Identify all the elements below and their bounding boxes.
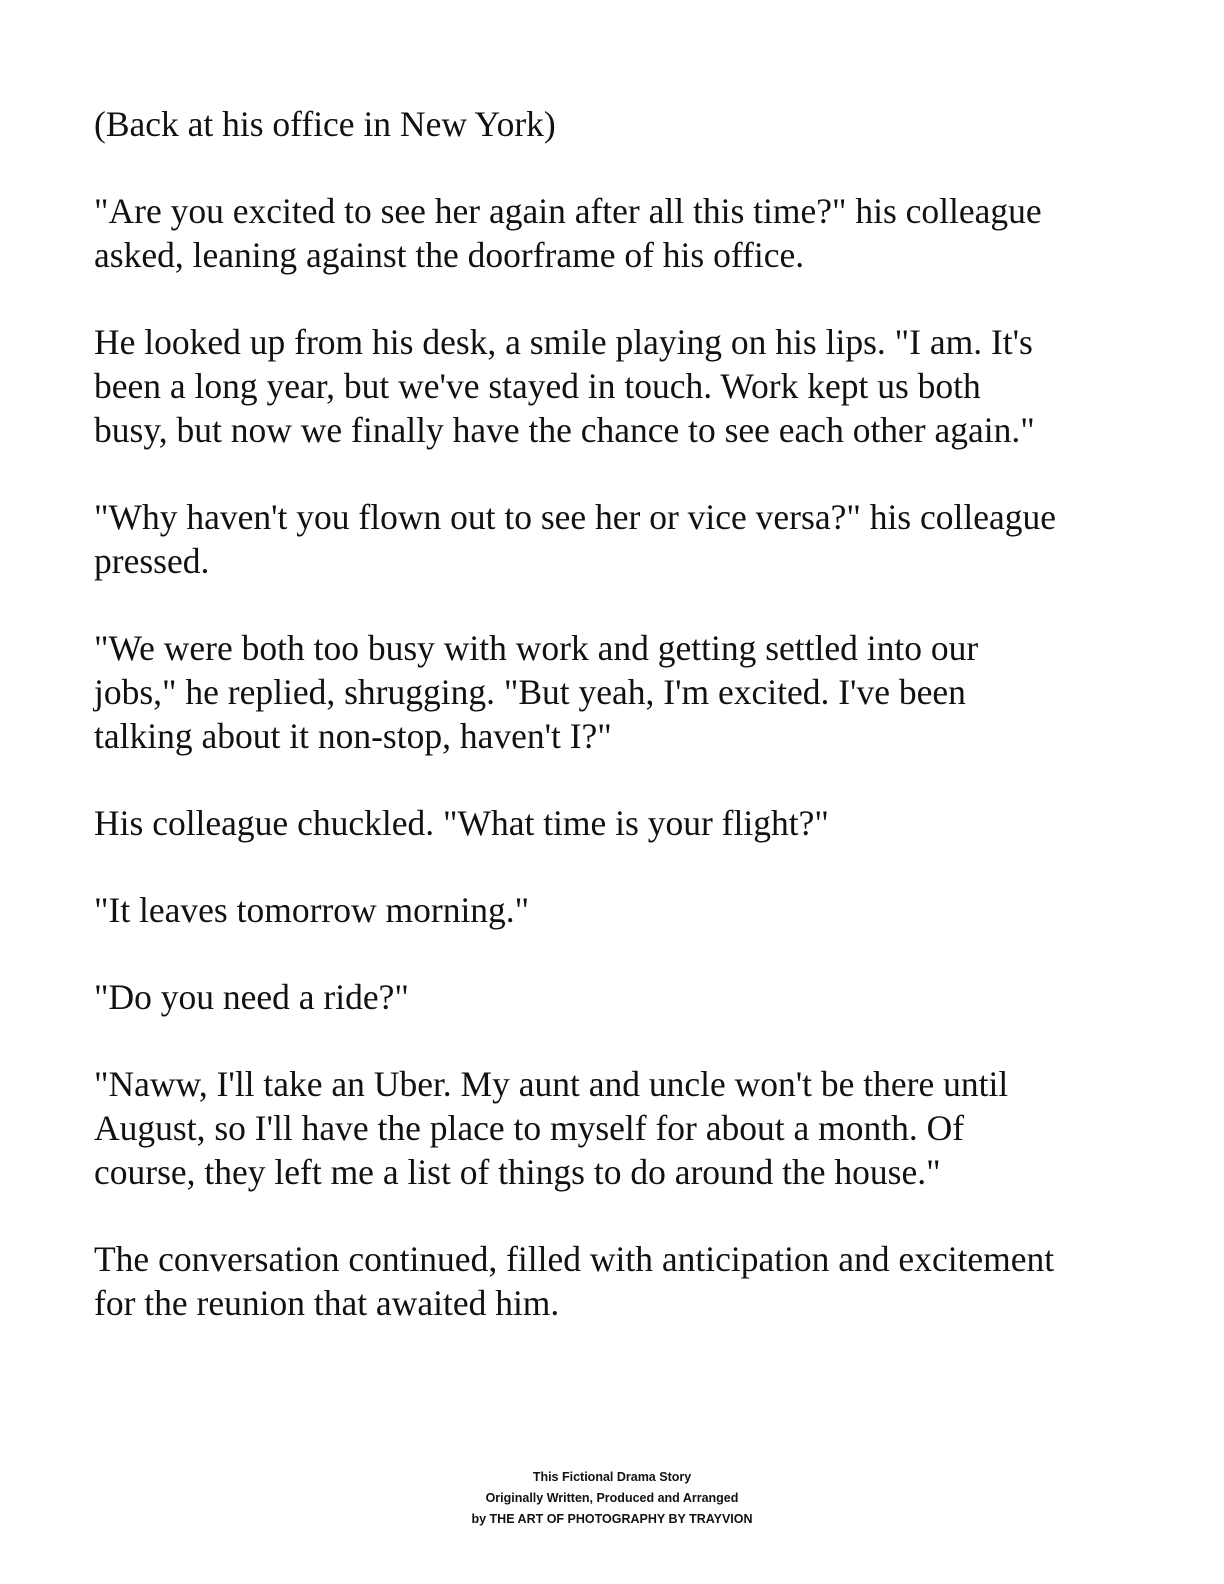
paragraph: "It leaves tomorrow morning." <box>94 890 530 930</box>
paragraph: He looked up from his desk, a smile playing on his lips. "I am. It's been a long year, but we've stayed in touch. Work kept us both busy, but now we finally have the chance to see each other again." <box>94 322 1035 450</box>
paragraph-scene-heading: (Back at his office in New York) <box>94 104 556 144</box>
paragraph: "Why haven't you flown out to see her or vice versa?" his colleague pressed. <box>94 497 1057 581</box>
footer-credits <box>0 1467 1224 1530</box>
paragraph: "Do you need a ride?" <box>94 977 409 1017</box>
paragraph: "We were both too busy with work and getting settled into our jobs," he replied, shrugging. "But yeah, I'm excited. I've been talking about it non-stop, haven't I?" <box>94 628 979 756</box>
paragraph: His colleague chuckled. "What time is your flight?" <box>94 803 829 843</box>
footer-line-author: by THE ART OF PHOTOGRAPHY BY TRAYVION <box>471 1512 753 1526</box>
footer-line-story-type: This Fictional Drama Story <box>532 1470 692 1484</box>
footer-line-origin: Originally Written, Produced and Arranged <box>485 1491 739 1505</box>
paragraph: "Are you excited to see her again after all this time?" his colleague asked, leaning against the doorframe of his office. <box>94 191 1042 275</box>
story-body <box>94 102 1154 1368</box>
paragraph: "Naww, I'll take an Uber. My aunt and uncle won't be there until August, so I'll have the place to myself for about a month. Of course, they left me a list of things to do around the house." <box>94 1064 1009 1192</box>
paragraph: The conversation continued, filled with anticipation and excitement for the reunion that awaited him. <box>94 1239 1055 1323</box>
